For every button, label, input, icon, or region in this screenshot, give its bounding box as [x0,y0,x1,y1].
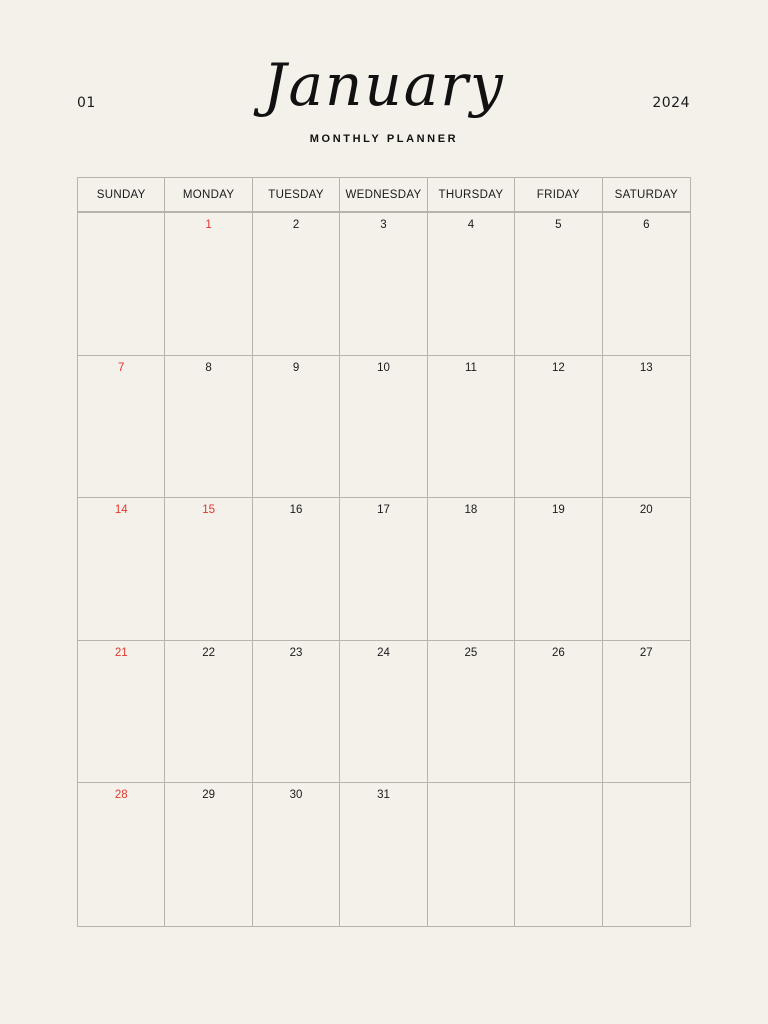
weekday-tuesday: TUESDAY [253,178,340,213]
day-cell[interactable] [515,498,602,641]
day-cell[interactable] [253,356,340,499]
day-cell[interactable] [515,641,602,784]
weekday-friday: FRIDAY [515,178,602,213]
date-number: 23 [289,646,303,659]
day-cell[interactable] [253,498,340,641]
date-number: 28 [114,789,128,802]
date-number: 1 [205,219,212,231]
date-number: 14 [114,504,128,517]
day-cell[interactable] [253,641,340,784]
day-cell[interactable] [603,356,690,499]
date-number: 21 [114,646,128,659]
date-number: 13 [639,361,653,374]
date-number: 31 [377,789,390,802]
weekday-thursday: THURSDAY [428,178,515,213]
weekday-saturday: SATURDAY [603,178,690,213]
date-number: 15 [202,504,216,517]
date-number: 27 [639,646,653,659]
date-number: 3 [380,219,387,231]
date-number: 16 [289,504,303,517]
day-cell[interactable] [428,783,515,926]
weekday-monday: MONDAY [165,178,252,213]
date-number: 9 [292,361,300,374]
date-number: 2 [292,219,300,231]
weekday-sunday: SUNDAY [78,178,165,213]
day-cell[interactable] [515,213,602,356]
calendar-grid [77,177,691,927]
day-cell[interactable] [428,498,515,641]
day-cell[interactable] [340,213,427,356]
date-number: 19 [551,504,565,517]
day-cell[interactable] [340,783,427,926]
day-cell[interactable] [603,641,690,784]
weekday-wednesday: WEDNESDAY [340,178,427,213]
date-number: 24 [377,646,390,659]
day-cell[interactable] [340,641,427,784]
day-cell[interactable] [78,356,165,499]
date-number: 20 [639,504,653,517]
date-number: 11 [464,361,477,374]
day-cell[interactable] [165,498,252,641]
planner-subtitle: MONTHLY PLANNER [309,133,459,145]
day-cell[interactable] [78,783,165,926]
year-label: 2024 [652,95,690,111]
month-number: 01 [77,95,96,111]
month-title: January [263,51,505,119]
date-number: 17 [377,504,390,517]
date-number: 5 [555,219,562,231]
day-cell[interactable] [78,213,165,356]
date-number: 30 [289,789,303,802]
day-cell[interactable] [340,498,427,641]
day-cell[interactable] [428,213,515,356]
date-number: 25 [464,646,478,659]
date-number: 7 [118,361,125,374]
day-cell[interactable] [340,356,427,499]
date-number: 12 [551,361,565,374]
date-number: 29 [202,789,216,802]
date-number: 18 [464,504,478,517]
day-cell[interactable] [515,783,602,926]
day-cell[interactable] [603,783,690,926]
day-cell[interactable] [428,641,515,784]
day-cell[interactable] [515,356,602,499]
day-cell[interactable] [165,783,252,926]
date-number: 8 [205,361,212,374]
day-cell[interactable] [603,498,690,641]
date-number: 10 [377,361,390,374]
date-number: 22 [202,646,216,659]
date-number: 4 [467,219,475,231]
day-cell[interactable] [165,213,252,356]
day-cell[interactable] [165,356,252,499]
day-cell[interactable] [428,356,515,499]
date-number: 26 [551,646,565,659]
date-number: 6 [643,219,650,231]
day-cell[interactable] [78,641,165,784]
day-cell[interactable] [253,213,340,356]
day-cell[interactable] [603,213,690,356]
day-cell[interactable] [78,498,165,641]
day-cell[interactable] [165,641,252,784]
day-cell[interactable] [253,783,340,926]
